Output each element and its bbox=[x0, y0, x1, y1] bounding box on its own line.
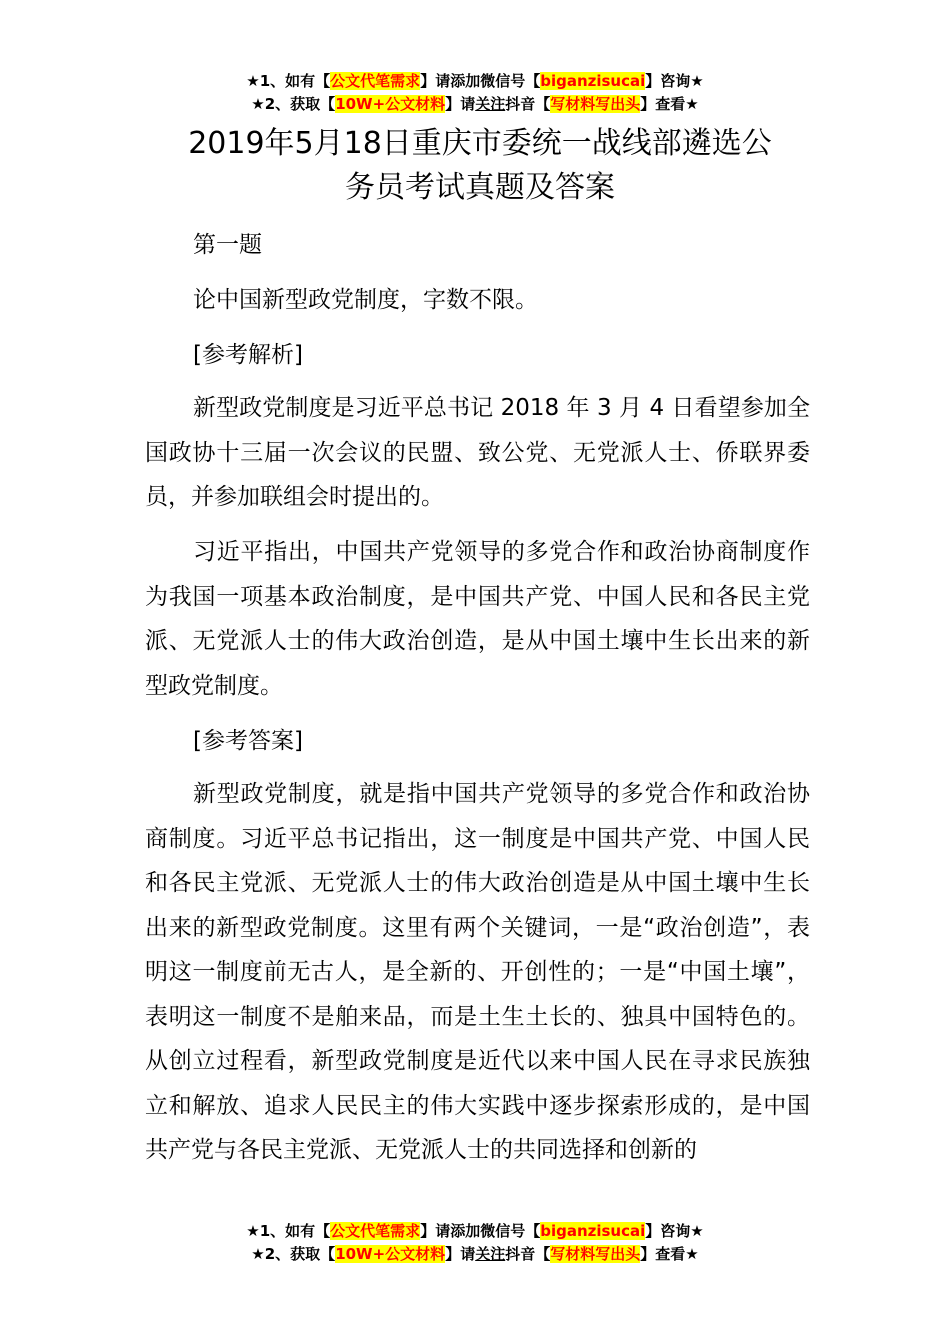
question-text: 论中国新型政党制度，字数不限。 bbox=[193, 287, 538, 313]
ad-text: 】咨询★ bbox=[645, 1222, 704, 1240]
ad-text: 】请 bbox=[445, 95, 476, 113]
ad-text: 】请添加微信号【 bbox=[420, 1222, 541, 1240]
question-heading: 第一题 bbox=[193, 232, 262, 258]
bottom-ad-line-1 bbox=[0, 1220, 950, 1242]
answer-label: [参考答案] bbox=[193, 728, 303, 754]
top-ad-line-2 bbox=[0, 93, 950, 115]
ad-text: 抖音【 bbox=[505, 1245, 551, 1263]
bottom-ad-line-2 bbox=[0, 1243, 950, 1265]
ad-text: ★1、如有【 bbox=[246, 1222, 331, 1240]
page-title-line-2: 务员考试真题及答案 bbox=[345, 170, 615, 205]
ad-highlight-service: 公文代笔需求 bbox=[330, 72, 421, 90]
page-title-line-1: 2019年5月18日重庆市委统一战线部遴选公 bbox=[188, 126, 772, 161]
ad-text: 】咨询★ bbox=[645, 72, 704, 90]
ad-text: 抖音【 bbox=[505, 95, 551, 113]
ad-text: 】查看★ bbox=[640, 95, 699, 113]
ad-underlined-text: 关注 bbox=[475, 1245, 506, 1263]
ad-highlight-materials: 10W+公文材料 bbox=[335, 95, 446, 113]
answer-paragraph-1: 新型政党制度，就是指中国共产党领导的多党合作和政治协商制度。习近平总书记指出，这一制度是中国共产党、中国人民和各民主党派、无党派人士的伟大政治创造是从中国土壤中生长出来的新型政党制度。这里有两个关键词，一是“政治创造”，表明这一制度前无古人，是全新的、开创性的；一是“中国土壤”，表明这一制度不是舶来品，而是土生土长的、独具中国特色的。从创立过程看，新型政党制度是近代以来中国人民在寻求民族独立和解放、追求人民民主的伟大实践中逐步探索形成的，是中国共产党与各民主党派、无党派人士的共同选择和创新的 bbox=[145, 781, 810, 1163]
ad-text: ★2、获取【 bbox=[251, 95, 336, 113]
analysis-paragraph-1: 新型政党制度是习近平总书记 2018 年 3 月 4 日看望参加全国政协十三届一次会议的民盟、致公党、无党派人士、侨联界委员，并参加联组会时提出的。 bbox=[145, 395, 810, 510]
analysis-label: [参考解析] bbox=[193, 342, 303, 368]
ad-text: 】请添加微信号【 bbox=[420, 72, 541, 90]
ad-text: ★1、如有【 bbox=[246, 72, 331, 90]
ad-text: ★2、获取【 bbox=[251, 1245, 336, 1263]
ad-highlight-wechat-id: biganzisucai bbox=[540, 72, 646, 90]
ad-text: 】查看★ bbox=[640, 1245, 699, 1263]
ad-underlined-text: 关注 bbox=[475, 95, 506, 113]
ad-highlight-douyin: 写材料写出头 bbox=[550, 1245, 641, 1263]
ad-highlight-service: 公文代笔需求 bbox=[330, 1222, 421, 1240]
ad-text: 】请 bbox=[445, 1245, 476, 1263]
ad-highlight-douyin: 写材料写出头 bbox=[550, 95, 641, 113]
ad-highlight-materials: 10W+公文材料 bbox=[335, 1245, 446, 1263]
analysis-paragraph-2: 习近平指出，中国共产党领导的多党合作和政治协商制度作为我国一项基本政治制度，是中国共产党、中国人民和各民主党派、无党派人士的伟大政治创造，是从中国土壤中生长出来的新型政党制度。 bbox=[145, 539, 810, 699]
ad-highlight-wechat-id: biganzisucai bbox=[540, 1222, 646, 1240]
top-ad-line-1 bbox=[0, 70, 950, 92]
